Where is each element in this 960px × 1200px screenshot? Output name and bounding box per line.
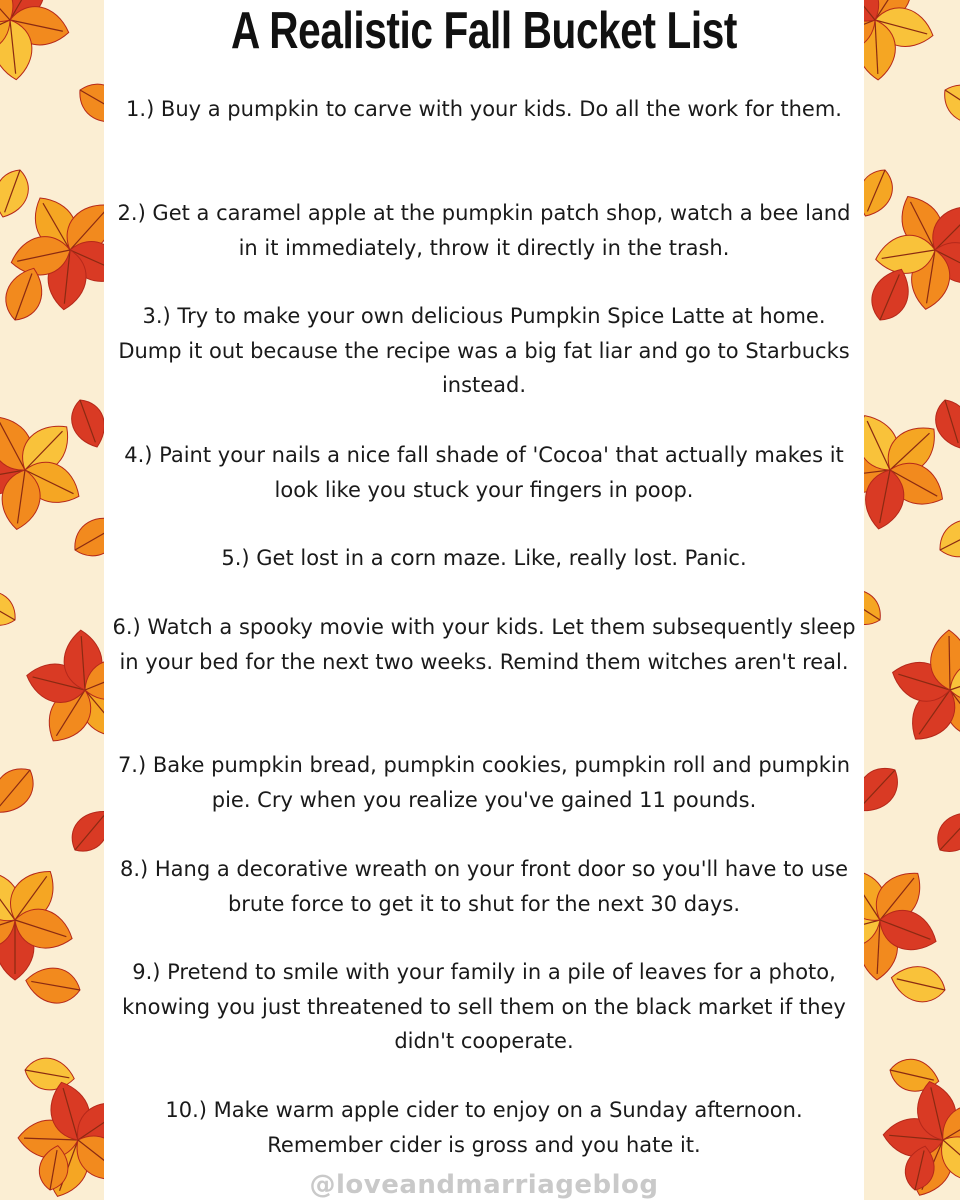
list-item: 6.) Watch a spooky movie with your kids. Let them subsequently sleep in your bed for the next two weeks. Remind them witches aren't real. [112,615,856,674]
leaf-shape [0,604,104,777]
watermark: @loveandmarriageblog [309,1170,659,1200]
page-title: A Realistic Fall Bucket List [230,2,738,60]
list-item: 2.) Get a caramel apple at the pumpkin patch shop, watch a bee land in it immediately, throw it directly in the trash. [117,201,851,260]
leaf-shape [65,395,104,453]
list-item: 9.) Pretend to smile with your family in a pile of leaves for a photo, knowing you just threatened to sell them on the black market if they didn't cooperate. [122,960,846,1053]
leaf-shape [0,165,35,223]
leaf-pattern-right [864,0,960,1200]
list-item: 8.) Hang a decorative wreath on your front door so you'll have to use brute force to get it to shut for the next 30 days. [119,857,848,916]
list-item: 7.) Bake pumpkin bread, pumpkin cookies, pumpkin roll and pumpkin pie. Cry when you realize you've gained 11 pounds. [117,753,851,812]
leaf-shape [23,963,83,1007]
leaf-shape [864,580,889,634]
list-item: 10.) Make warm apple cider to enjoy on a Sunday afternoon. Remember cider is gross and you hate it. [165,1098,803,1157]
leaf-shape [928,803,960,861]
leaf-shape [864,758,908,822]
list-item: 3.) Try to make your own delicious Pumpkin Spice Latte at home. Dump it out because the recipe was a big fat liar and go to Starbucks instead. [118,304,850,397]
leaf-shape [0,860,78,980]
bucket-list-panel [104,0,864,1200]
leaf-shape [63,802,104,861]
leaf-shape [71,75,104,133]
leaf-shape [888,961,949,1007]
leaf-shape [66,507,104,565]
leaf-shape [864,0,960,104]
list-item: 1.) Buy a pumpkin to carve with your kids. Do all the work for them. [126,97,842,121]
autumn-leaf-border-left [0,0,104,1200]
list-item: 5.) Get lost in a corn maze. Like, really lost. Panic. [221,546,747,570]
leaf-shape [864,857,946,983]
leaf-shape [936,75,960,134]
leaf-shape [0,759,43,823]
leaf-pattern-left [0,0,104,1200]
list-item: 4.) Paint your nails a nice fall shade of 'Cocoa' that actually makes it look like you stuck your fingers in poop. [124,443,844,502]
leaf-shape [932,510,960,566]
leaf-shape [0,0,94,103]
leaf-shape [864,164,899,222]
leaf-shape [0,581,23,633]
autumn-leaf-border-right [864,0,960,1200]
leaf-shape [864,605,960,776]
